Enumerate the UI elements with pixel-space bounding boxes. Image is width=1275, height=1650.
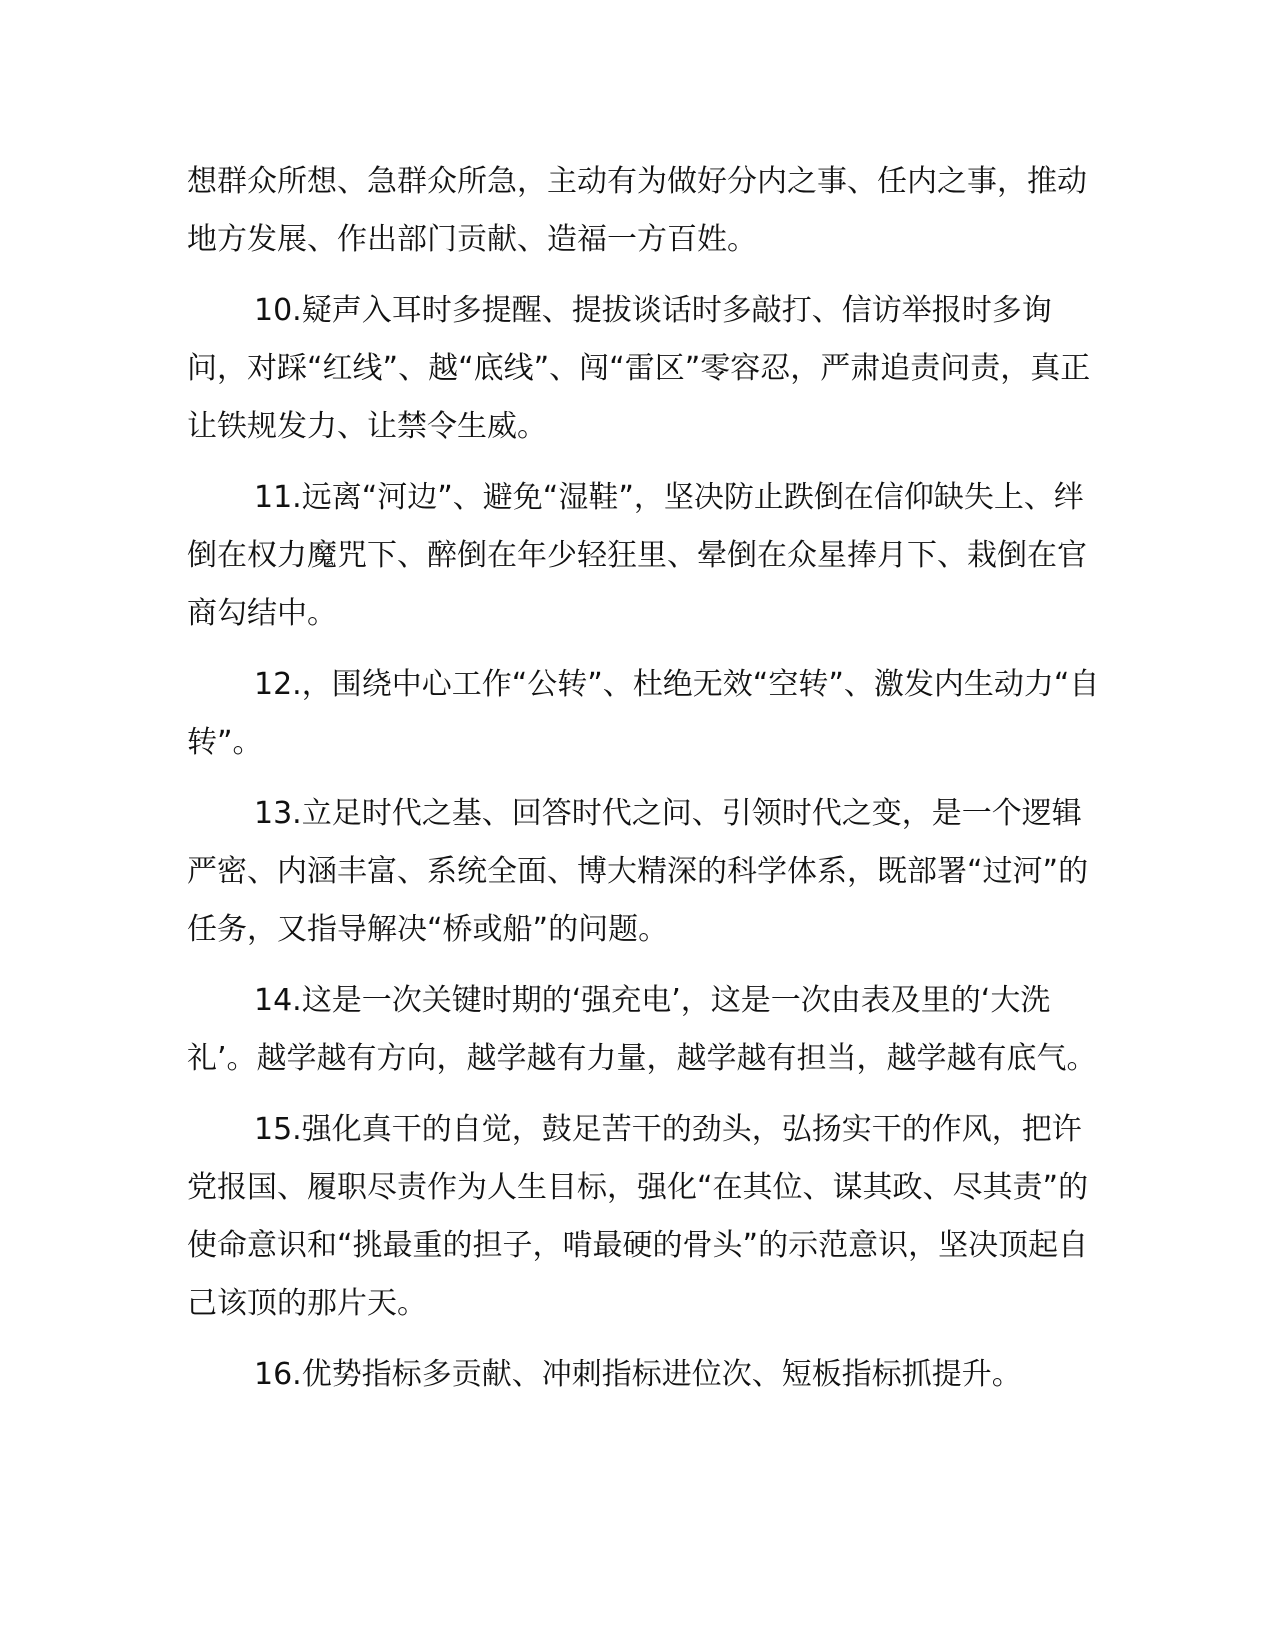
document-body — [187, 153, 1107, 1417]
paragraph-continuation: 想群众所想、急群众所急，主动有为做好分内之事、任内之事，推动地方发展、作出部门贡献、造福一方百姓。 — [187, 164, 1087, 257]
paragraph-item-14: 14.这是一次关键时期的‘强充电’，这是一次由表及里的‘大洗礼’。越学越有方向，越学越有力量，越学越有担当，越学越有底气。 — [187, 983, 1097, 1076]
paragraph-item-16: 16.优势指标多贡献、冲刺指标进位次、短板指标抓提升。 — [254, 1357, 1022, 1392]
paragraph-item-15: 15.强化真干的自觉，鼓足苦干的劲头，弘扬实干的作风，把许党报国、履职尽责作为人生目标，强化“在其位、谋其政、尽其责”的使命意识和“挑最重的担子，啃最硬的骨头”的示范意识，坚决顶起自己该顶的那片天。 — [187, 1112, 1089, 1321]
paragraph-item-13: 13.立足时代之基、回答时代之问、引领时代之变，是一个逻辑严密、内涵丰富、系统全面、博大精深的科学体系，既部署“过河”的任务，又指导解决“桥或船”的问题。 — [187, 796, 1089, 947]
paragraph-item-12: 12.，围绕中心工作“公转”、杜绝无效“空转”、激发内生动力“自转”。 — [187, 667, 1100, 760]
paragraph-item-11: 11.远离“河边”、避免“湿鞋”，坚决防止跌倒在信仰缺失上、绊倒在权力魔咒下、醉倒在年少轻狂里、晕倒在众星捧月下、栽倒在官商勾结中。 — [187, 480, 1087, 631]
paragraph-item-10: 10.疑声入耳时多提醒、提拔谈话时多敲打、信访举报时多询问，对踩“红线”、越“底线”、闯“雷区”零容忍，严肃追责问责，真正让铁规发力、让禁令生威。 — [187, 293, 1091, 444]
